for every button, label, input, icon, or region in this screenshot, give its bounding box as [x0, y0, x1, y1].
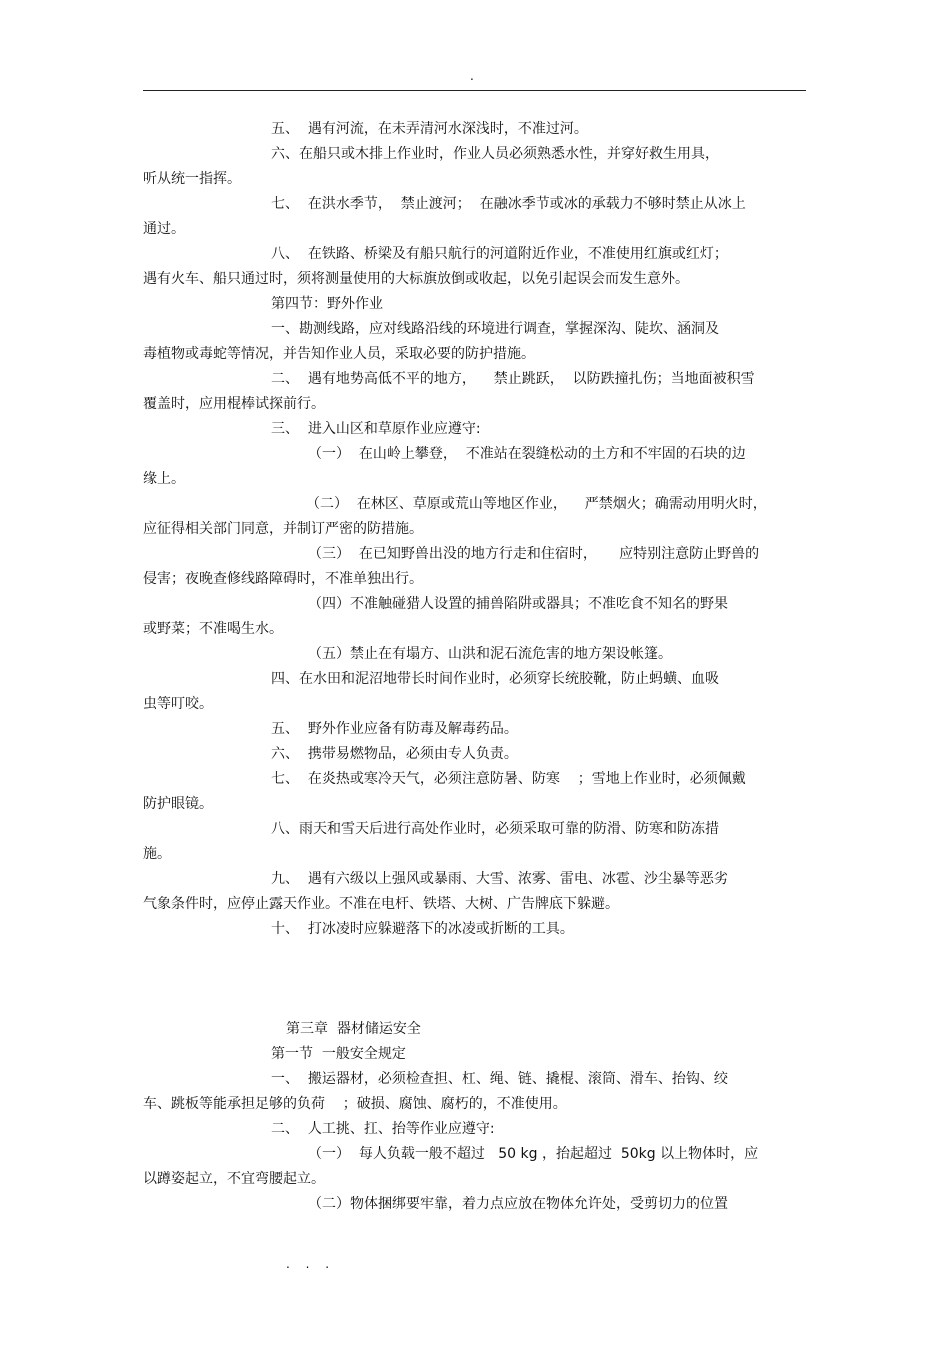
header-rule — [143, 90, 806, 91]
text-line: 九、 遇有六级以上强风或暴雨、大雪、浓雾、雷电、冰雹、沙尘暴等恶劣 — [271, 871, 728, 887]
text-line: 一、 搬运器材，必须检查担、杠、绳、链、撬棍、滚筒、滑车、抬钩、绞 — [271, 1071, 728, 1087]
text-line: 通过。 — [143, 221, 185, 237]
text-line: （五）禁止在有塌方、山洪和泥石流危害的地方架设帐篷。 — [308, 646, 672, 662]
text-line: 或野菜；不准喝生水。 — [143, 621, 283, 637]
text-line: 遇有火车、船只通过时，须将测量使用的大标旗放倒或收起，以免引起误会而发生意外。 — [143, 271, 689, 287]
text-line: 六、在船只或木排上作业时，作业人员必须熟悉水性，并穿好救生用具， — [271, 146, 719, 162]
text-line: 七、 在炎热或寒冷天气，必须注意防暑、防寒 ；雪地上作业时，必须佩戴 — [271, 771, 746, 787]
text-line: 五、 遇有河流，在未弄清河水深浅时，不准过河。 — [271, 121, 588, 137]
header-mark: . — [470, 69, 474, 83]
text-line: 气象条件时，应停止露天作业。不准在电杆、铁塔、大树、广告牌底下躲避。 — [143, 896, 619, 912]
text-line: 八、雨天和雪天后进行高处作业时，必须采取可靠的防滑、防寒和防冻措 — [271, 821, 719, 837]
text-line: （二）物体捆绑要牢靠，着力点应放在物体允许处，受剪切力的位置 — [308, 1196, 728, 1212]
chapter-heading: 第三章 器材储运安全 — [286, 1021, 421, 1037]
text-line: 虫等叮咬。 — [143, 696, 213, 712]
text-line: 施。 — [143, 846, 171, 862]
text-line: 应征得相关部门同意，并制订严密的防措施。 — [143, 521, 423, 537]
text-line: （三） 在已知野兽出没的地方行走和住宿时， 应特别注意防止野兽的 — [308, 546, 760, 562]
text-line: 覆盖时，应用棍棒试探前行。 — [143, 396, 325, 412]
text-line: 侵害；夜晚查修线路障碍时，不准单独出行。 — [143, 571, 423, 587]
text-line: 一、勘测线路，应对线路沿线的环境进行调查，掌握深沟、陡坎、涵洞及 — [271, 321, 719, 337]
text-line: 六、 携带易燃物品，必须由专人负责。 — [271, 746, 518, 762]
text-line: （二） 在林区、草原或荒山等地区作业， 严禁烟火；确需动用明火时， — [306, 496, 767, 512]
text-line: （四）不准触碰猎人设置的捕兽陷阱或器具；不准吃食不知名的野果 — [308, 596, 728, 612]
text-line: 二、 人工挑、扛、抬等作业应遵守: — [271, 1121, 495, 1137]
text-line: 四、在水田和泥沼地带长时间作业时，必须穿长统胶靴，防止蚂蟥、血吸 — [271, 671, 719, 687]
text-line: 二、 遇有地势高低不平的地方， 禁止跳跃， 以防跌撞扎伤；当地面被积雪 — [271, 371, 755, 387]
text-line: 五、 野外作业应备有防毒及解毒药品。 — [271, 721, 518, 737]
text-line: 听从统一指挥。 — [143, 171, 241, 187]
footer-mark: . . . — [286, 1257, 336, 1271]
text-line: 八、 在铁路、桥梁及有船只航行的河道附近作业，不准使用红旗或红灯； — [271, 246, 728, 262]
text-line: 以蹲姿起立，不宜弯腰起立。 — [143, 1171, 325, 1187]
section-heading: 第四节：野外作业 — [271, 296, 383, 312]
text-line: 毒植物或毒蛇等情况，并告知作业人员，采取必要的防护措施。 — [143, 346, 535, 362]
text-line: 车、跳板等能承担足够的负荷 ；破损、腐蚀、腐朽的，不准使用。 — [143, 1096, 567, 1112]
text-line: 防护眼镜。 — [143, 796, 213, 812]
text-line: 三、 进入山区和草原作业应遵守: — [271, 421, 481, 437]
text-line: 七、 在洪水季节， 禁止渡河； 在融冰季节或冰的承载力不够时禁止从冰上 — [271, 196, 746, 212]
text-line: （一） 在山岭上攀登， 不准站在裂缝松动的土方和不牢固的石块的边 — [308, 446, 746, 462]
text-line: 缘上。 — [143, 471, 185, 487]
section-heading: 第一节 一般安全规定 — [271, 1046, 406, 1062]
text-line: （一） 每人负载一般不超过 50 kg ，抬起超过 50kg 以上物体时，应 — [308, 1146, 759, 1162]
text-line: 十、 打冰凌时应躲避落下的冰凌或折断的工具。 — [271, 921, 574, 937]
